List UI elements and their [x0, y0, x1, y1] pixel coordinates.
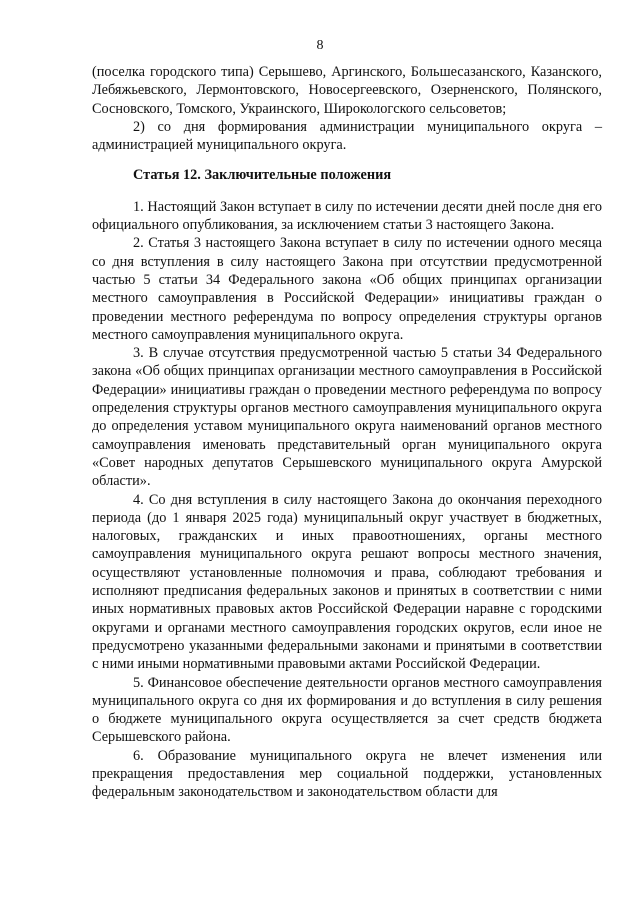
- article-paragraph-2: 2. Статья 3 настоящего Закона вступает в силу по истечении одного месяца со дня вступления в силу настоящего Закона при отсутствии предусмотренной частью 5 статьи 34 Федерального закона «Об общих принципах организации местного самоуправления в Российской Федерации» инициативы граждан о проведении местного референдума по вопросу определения структуры органов местного самоуправления муниципального округа.: [92, 235, 602, 343]
- article-heading: Статья 12. Заключительные положения: [133, 167, 392, 184]
- page-number: 8: [316, 38, 324, 53]
- document-body: [92, 63, 602, 802]
- article-paragraph-5: 5. Финансовое обеспечение деятельности органов местного самоуправления муниципального округа со дня их формирования и до вступления в силу решения о бюджете муниципального округа осуществляется за счет средств бюджета Серышевского района.: [92, 674, 602, 746]
- article-paragraph-4: 4. Со дня вступления в силу настоящего Закона до окончания переходного периода (до 1 января 2025 года) муниципальный округ участвует в бюджетных, налоговых, гражданских и иных правоотношениях, органы местного самоуправления муниципального округа решают вопросы местного значения, осуществляют установленные полномочия и права, соблюдают требования и исполняют предписания федеральных законов и принятых в соответствии с ними иных нормативных правовых актов Российской Федерации наравне с городскими округами и органами местного самоуправления городских округов, если иное не предусмотрено указанными федеральными законами и принятыми в соответствии с ними иными нормативными правовыми актами Российской Федерации.: [92, 491, 602, 673]
- article-paragraph-1: 1. Настоящий Закон вступает в силу по истечении десяти дней после дня его официального опубликования, за исключением статьи 3 настоящего Закона.: [92, 198, 602, 234]
- article-paragraph-6: 6. Образование муниципального округа не влечет изменения или прекращения предоставления мер социальной поддержки, установленных федеральным законодательством и законодательством области для: [92, 747, 602, 801]
- article-paragraph-3: 3. В случае отсутствия предусмотренной частью 5 статьи 34 Федерального закона «Об общих принципах организации местного самоуправления в Российской Федерации» инициативы граждан о проведении местного референдума по вопросу определения структуры органов местного самоуправления муниципального округа до определения уставом муниципального округа наименований органов местного самоуправления именовать представительный орган муниципального округа «Совет народных депутатов Серышевского муниципального округа Амурской области».: [92, 345, 602, 490]
- intro-paragraph-1: (поселка городского типа) Серышево, Аргинского, Большесазанского, Казанского, Лебяжьевского, Лермонтовского, Новосергеевского, Озерненского, Полянского, Сосновского, Томского, Украинского, Широкологского сельсоветов;: [92, 64, 602, 117]
- intro-paragraph-2: 2) со дня формирования администрации муниципального округа – администрацией муниципального округа.: [92, 118, 602, 154]
